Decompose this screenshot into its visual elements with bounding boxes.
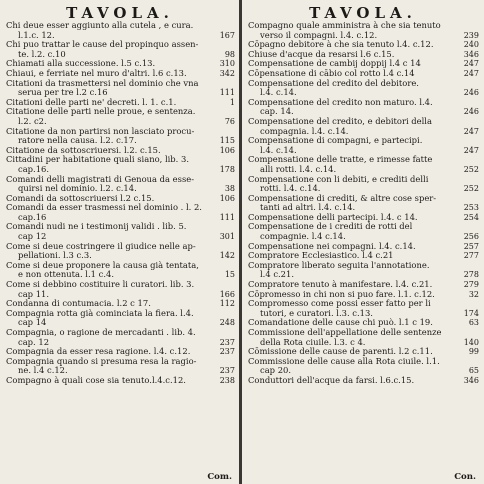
page-reference: 98 [224,49,235,59]
index-entry-line [6,318,235,328]
index-entry-line [248,165,479,175]
index-entry-line [6,280,235,290]
index-entry-line [6,203,235,213]
left-page [0,0,240,484]
index-entry-line [6,31,235,41]
entry-text: l.4 c.21. [260,270,295,280]
entry-text: Commissione delle cause alla Rota ciuile. l.1. [248,356,440,366]
page-reference: 174 [463,308,479,318]
index-entry-line [248,40,479,50]
entry-text: cap 11. [18,289,50,299]
index-entry-line [6,40,235,50]
entry-text: Cōpensatione di cābio col rotto l.4 c.14 [248,68,415,78]
entry-text: Compensatione de cambij doppij l.4 c 14 [248,59,421,69]
page-reference: 246 [463,107,479,117]
entry-text: cap 14 [18,318,47,328]
index-entry-line [6,165,235,175]
entry-text: Compensatione nei compagni. l.4. c.14. [248,241,416,251]
index-entry-line [248,376,479,386]
page-reference: 247 [463,145,479,155]
catchword: Con. [454,472,476,482]
page-reference: 279 [463,280,479,290]
index-entry-line [6,261,235,271]
entry-text: Come si debbino costituire li curatori. lib. 3. [6,280,195,290]
entry-text: Compensatione di crediti, & altre cose sper- [248,193,437,203]
page-reference: 247 [463,59,479,69]
page-reference: 111 [219,88,235,98]
entry-text: cap. 12 [18,337,50,347]
entry-text: alli rotti. l.4. c.14. [260,164,337,174]
page-heading: TAVOLA. [66,4,174,22]
entry-text: Compagnia, o ragione de mercadanti . lib. 4. [6,328,196,337]
entry-text: l.4. c.14. [260,88,297,98]
page-reference: 76 [224,116,235,126]
page-reference: 112 [219,299,235,309]
index-entry-line [6,155,235,165]
index-entry-line [248,194,479,204]
index-entry-line [6,299,235,309]
index-entry-line [248,232,479,242]
index-entry-line [248,251,479,261]
index-entry-line [248,117,479,127]
index-entry-line [6,69,235,79]
page-reference: 38 [224,184,235,194]
page-reference: 178 [219,164,235,174]
page-reference: 111 [219,212,235,222]
entry-text: Comandi da esser trasmessi nel dominio . l. 2. [6,203,202,213]
entry-text: della Rota ciuile. l.3. c 4. [260,337,366,347]
entry-text: Compratore Ecclesiastico. l.4 c.21 [248,251,394,261]
page-reference: 99 [468,347,479,357]
entry-text: Citationi delle parti ne' decreti. l. 1. c.1. [6,97,177,107]
index-entry-line [248,98,479,108]
index-entry-line [248,21,479,31]
index-entry-line [248,347,479,357]
entry-text: Cittadini per habitatione quali siano, lib. 3. [6,155,189,165]
page-reference: 257 [463,241,479,251]
page-reference: 277 [463,251,479,261]
entry-text: compagnia. l.4. c.14. [260,126,349,136]
index-entry-line [6,175,235,185]
entry-text: Citatione da non partirsi non lasciato procu- [6,126,195,136]
entry-text: Come si deue costringere il giudice nelle ap- [6,241,196,251]
page-reference: 106 [219,145,235,155]
index-entry-line [6,347,235,357]
index-entry-line [248,31,479,41]
index-entry-line [248,222,479,232]
index-entry-line [6,127,235,137]
index-entry-line [6,88,235,98]
index-entry-line [6,50,235,60]
page-reference: 252 [463,164,479,174]
index-entry-line [248,242,479,252]
entry-text: compagnie. l.4 c.14. [260,232,346,242]
index-entry-line [6,59,235,69]
index-entry-line [6,21,235,31]
index-entry-line [6,117,235,127]
entry-text: pellationi. l.3 c.3. [18,251,92,261]
page-reference: 310 [219,59,235,69]
index-entry-line [248,127,479,137]
entry-text: ratore nella causa. l.2. c.17. [18,136,137,146]
entry-text: ne. l.4 c.12. [18,366,68,376]
entry-text: Commissione dell'appellatione delle sentenze [248,328,442,337]
index-entry-line [6,357,235,367]
entry-text: Compensatione de i crediti de rotti del [248,222,413,232]
index-entry-line [6,290,235,300]
entry-text: te. l.2. c.10 [18,49,66,59]
entry-text: Conduttori dell'acque da farsi. l.6.c.15. [248,375,415,385]
page-reference: 248 [219,318,235,328]
page-reference: 237 [219,366,235,376]
page-reference: 256 [463,232,479,242]
entry-text: cap.16. [18,164,50,174]
page-reference: 238 [219,375,235,385]
page-reference: 253 [463,203,479,213]
index-entry-line [248,88,479,98]
right-page [242,0,484,484]
entry-text: Chiuse d'acque da resarsi l.6 c.15. [248,49,395,59]
entry-text: Comandi nudi ne i testimonij validi . lib. 5. [6,222,187,232]
entry-text: Compensatione di compagni, e partecipi. [248,136,423,146]
entry-text: Compensatione del credito non maturo. l.4. [248,97,433,107]
page-reference: 247 [463,126,479,136]
entry-text: l.2. c2. [18,116,47,126]
index-entries [6,21,235,386]
entry-text: Chiamati alla successione. l.5 c.13. [6,59,156,69]
page-reference: 237 [219,347,235,357]
page-heading: TAVOLA. [309,4,417,22]
entry-text: Come si deue proponere la causa già tentata, [6,260,199,270]
page-reference: 32 [468,289,479,299]
page-reference: 254 [463,212,479,222]
entry-text: cap 12 [18,232,47,242]
page-reference: 252 [463,184,479,194]
entry-text: quirsi nel dominio. l.2. c.14. [18,184,137,194]
entry-text: Citatione da sottoscriuersi. l.2. c.15. [6,145,161,155]
index-entry-line [248,213,479,223]
index-entry-line [248,357,479,367]
index-entry-line [6,251,235,261]
entry-text: Compagnia rotta già cominciata la fiera. l.4. [6,308,194,318]
index-entry-line [248,69,479,79]
entry-text: rotti. l.4. c.14. [260,184,321,194]
page-reference: 1 [229,97,235,107]
page-reference: 115 [219,136,235,146]
index-entry-line [6,366,235,376]
page-reference: 342 [219,68,235,78]
index-entry-line [6,309,235,319]
entry-text: cap.16 [18,212,47,222]
page-reference: 278 [463,270,479,280]
entry-text: cap 20. [260,366,292,376]
entry-text: Chiaui, e ferriate nel muro d'altri. l.6 c.13. [6,68,187,78]
entry-text: Citatione delle parti nelle proue, e sentenza. [6,107,196,117]
entry-text: verso il compagni. l.4. c.12. [260,30,378,40]
entry-text: Chi deue esser aggiunto alla cutela , e cura. [6,21,194,30]
page-reference: 15 [224,270,235,280]
index-entry-line [248,59,479,69]
page-reference: 167 [219,30,235,40]
page-reference: 239 [463,30,479,40]
page-reference: 63 [468,318,479,328]
entry-text: tanti ad altri. l.4. c.14. [260,203,356,213]
index-entry-line [248,280,479,290]
entry-text: Cōpagno debitore à che sia tenuto l.4. c.12. [248,40,434,50]
index-entry-line [6,213,235,223]
entry-text: Compratore liberato seguita l'annotatione. [248,260,430,270]
page-reference: 142 [219,251,235,261]
index-entry-line [6,242,235,252]
entry-text: Compensatione delle tratte, e rimesse fatte [248,155,433,165]
index-entry-line [248,146,479,156]
entry-text: serua per tre l.2 c.16 [18,88,108,98]
entry-text: Cōpromesso in chi non si puo fare. l.1. c.12. [248,289,435,299]
index-entry-line [6,184,235,194]
entry-text: Comandi da sottoscriuersi l.2 c.15. [6,193,155,203]
entry-text: Compromesso come possi esser fatto per li [248,299,431,309]
entry-text: Compensatione con li debiti, e crediti delli [248,174,429,184]
page-reference: 240 [463,40,479,50]
page-reference: 346 [463,49,479,59]
entry-text: Compratore tenuto à manifestare. l.4. c.21. [248,280,433,290]
index-entry-line [6,328,235,338]
index-entry-line [6,232,235,242]
page-reference: 65 [468,366,479,376]
page-reference: 106 [219,193,235,203]
index-entry-line [6,376,235,386]
entry-text: Comandatione delle cause chi può. l.1 c 19. [248,318,433,328]
index-entries [248,21,479,386]
index-entry-line [248,107,479,117]
entry-text: Compensatione del credito, e debitori della [248,116,432,126]
index-entry-line [248,328,479,338]
catchword: Com. [207,472,232,482]
page-reference: 247 [463,68,479,78]
index-entry-line [248,309,479,319]
index-entry-line [6,136,235,146]
index-entry-line [248,79,479,89]
entry-text: cap. 14. [260,107,294,117]
page-reference: 140 [463,337,479,347]
index-entry-line [248,261,479,271]
entry-text: Citationi da trasmettersi nel dominio che vna [6,78,199,88]
entry-text: Compagno quale amministra à che sia tenuto [248,21,441,30]
page-reference: 346 [463,375,479,385]
index-entry-line [248,270,479,280]
index-entry-line [248,50,479,60]
entry-text: Cōmissione delle cause de parenti. l.2 c.11. [248,347,433,357]
index-entry-line [6,107,235,117]
index-entry-line [6,146,235,156]
page-reference: 166 [219,289,235,299]
index-entry-line [248,366,479,376]
entry-text: Compensatione del credito del debitore. [248,78,419,88]
entry-text: Compagno à quali cose sia tenuto.l.4.c.12. [6,375,186,385]
index-entry-line [248,184,479,194]
index-entry-line [248,155,479,165]
page-reference: 237 [219,337,235,347]
entry-text: Compagnia quando si presuma resa la ragio- [6,356,197,366]
index-entry-line [248,136,479,146]
page-reference: 301 [219,232,235,242]
entry-text: tutori, e curatori. l.3. c.13. [260,308,373,318]
entry-text: Chi puo trattar le cause del propinquo assen- [6,40,199,50]
index-entry-line [6,338,235,348]
index-entry-line [248,175,479,185]
index-entry-line [6,79,235,89]
entry-text: e non ottenuta. l.1 c.4. [18,270,114,280]
index-entry-line [6,194,235,204]
index-entry-line [6,98,235,108]
entry-text: Compensatione delli partecipi. l.4. c 14. [248,212,418,222]
index-entry-line [248,299,479,309]
index-entry-line [248,318,479,328]
page-reference: 246 [463,88,479,98]
index-entry-line [248,203,479,213]
index-entry-line [248,290,479,300]
entry-text: Condanna di contumacia. l.2 c 17. [6,299,151,309]
entry-text: Comandi delli magistrati di Genoua da esse- [6,174,195,184]
index-entry-line [6,270,235,280]
entry-text: l.4. c.14. [260,145,297,155]
entry-text: Compagnia da esser resa ragione. l.4. c.12. [6,347,191,357]
index-entry-line [248,338,479,348]
index-entry-line [6,222,235,232]
entry-text: l.1.c. 12. [18,30,55,40]
